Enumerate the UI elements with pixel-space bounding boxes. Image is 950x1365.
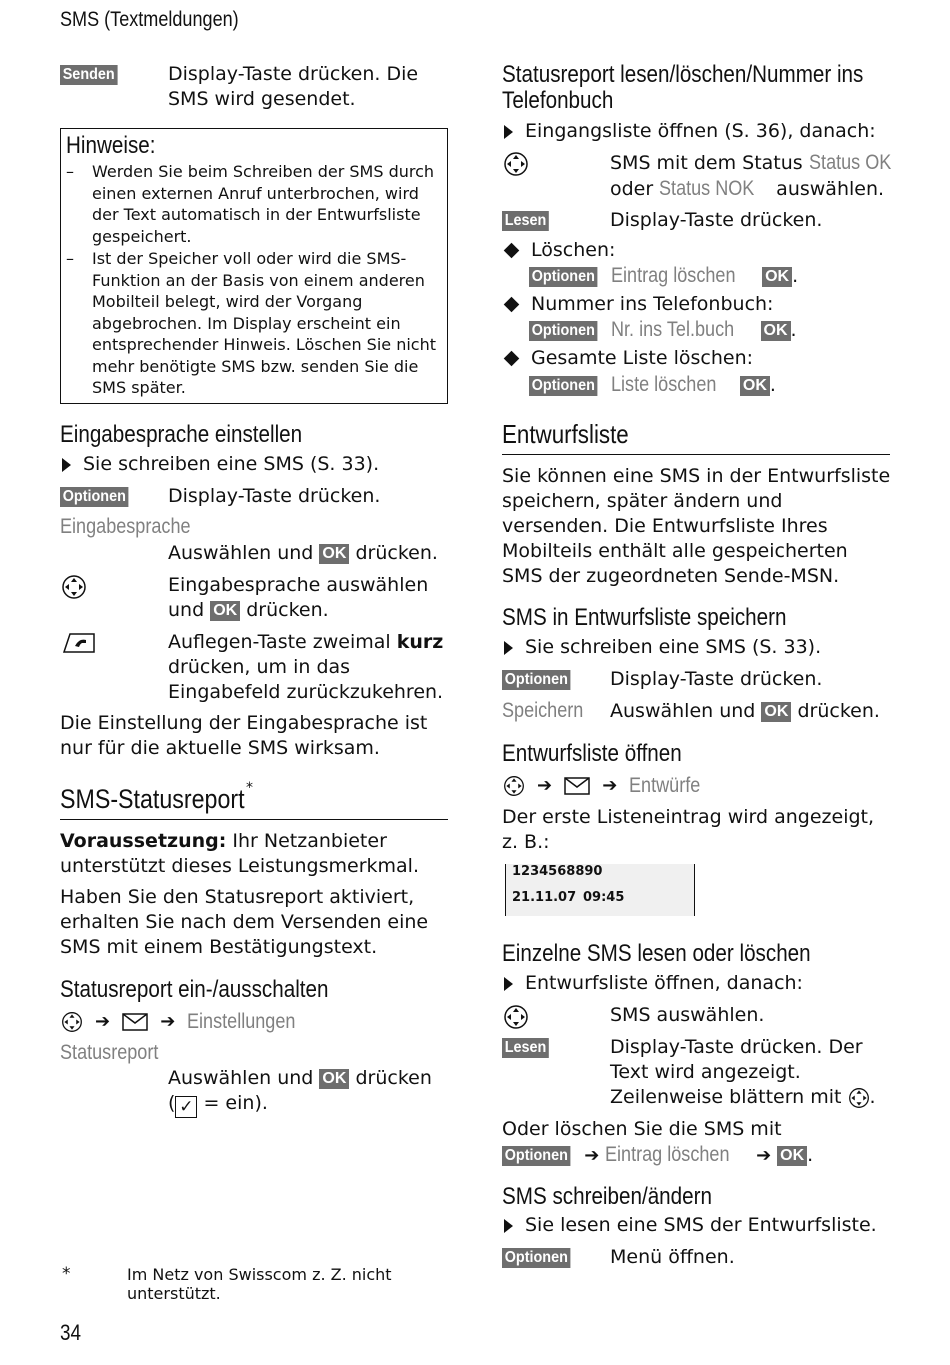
menu-statusreport: Statusreport xyxy=(60,1041,159,1064)
screen-number: 1234568890 xyxy=(512,864,603,879)
screen-date: 21.11.07 xyxy=(512,890,577,905)
step-arrow-icon xyxy=(504,1219,513,1233)
nav-key-icon xyxy=(503,1004,529,1034)
nav-description: Eingabesprache auswählen und OK drücken. xyxy=(168,574,429,621)
heading-statusreport-lesen: Statusreport lesen/löschen/Nummer ins Telefonbuch xyxy=(502,61,864,114)
arrow-right-icon: ➔ xyxy=(756,1145,772,1166)
heading-entwurfsliste: Entwurfsliste xyxy=(502,419,629,449)
envelope-icon xyxy=(122,1013,148,1031)
arrow-right-icon: ➔ xyxy=(95,1011,111,1032)
heading-oeffnen: Entwurfsliste öffnen xyxy=(502,740,682,767)
menu-eingabesprache: Eingabesprache xyxy=(60,515,191,538)
footnote-star: * xyxy=(62,1264,71,1284)
menu-path-entwuerfe: ➔ ➔ Entwürfe xyxy=(503,773,712,798)
nav-key-icon xyxy=(848,1087,870,1109)
menu-path-einstellungen: ➔ ➔ Einstellungen xyxy=(61,1009,313,1034)
entwurf-text: Sie können eine SMS in der Entwurfsliste speichern, später ändern und versenden. Die Entwurfsliste Ihres Mobilteils enthält alle gespeicherten SMS der zugeordneten Sende-MSN. xyxy=(502,465,891,587)
path-nr-tel: Optionen Nr. ins Tel.buch OK . xyxy=(529,317,797,343)
heading-schreiben: SMS schreiben/ändern xyxy=(502,1183,712,1210)
arrow-right-icon: ➔ xyxy=(160,1011,176,1032)
bullet-loeschen: Löschen: xyxy=(503,238,615,263)
footnote-text: Im Netz von Swisscom z. Z. nicht unterstützt. xyxy=(127,1265,392,1303)
ok-key: OK xyxy=(319,544,349,564)
auswaehlen-line: Auswählen und OK drücken. xyxy=(168,542,438,564)
hinweis-item-1: Werden Sie beim Schreiben der SMS durch einen externen Anruf unterbrochen, wird der Text automatisch in der Entwurfsliste gespeichert. xyxy=(92,162,435,246)
step-schreiben: Sie schreiben eine SMS (S. 33). xyxy=(504,635,821,660)
heading-sms-statusreport: SMS-Statusreport xyxy=(60,784,245,814)
display-screen xyxy=(505,864,695,916)
status-select-text: SMS mit dem Status Status OK oder Status NOK auswählen. xyxy=(610,151,892,200)
bullet-gesamte: Gesamte Liste löschen: xyxy=(503,346,753,371)
sms-auswaehlen-text: SMS auswählen. xyxy=(610,1004,765,1026)
optionen-softkey: Optionen xyxy=(502,667,578,692)
path-liste-loeschen: Optionen Liste löschen OK . xyxy=(529,372,776,398)
arrow-right-icon: ➔ xyxy=(602,775,618,796)
footnote-marker: * xyxy=(246,780,253,796)
display-taste-text: Display-Taste drücken. xyxy=(168,485,381,507)
screen-time: 09:45 xyxy=(583,890,625,905)
nav-key-icon xyxy=(503,775,525,797)
step-arrow-icon xyxy=(504,977,513,991)
senden-description: Display-Taste drücken. Die SMS wird gesendet. xyxy=(168,63,419,110)
einstellung-text: Die Einstellung der Eingabesprache ist nur für die aktuelle SMS wirksam. xyxy=(60,712,428,759)
nav-key-icon xyxy=(503,151,529,181)
page-number: 34 xyxy=(60,1320,82,1345)
diamond-bullet-icon xyxy=(504,351,520,367)
hinweis-item-2: Ist der Speicher voll oder wird die SMS-Funktion an der Basis von einem anderen Mobilteil belegt, wird der Vorgang abgebrochen. Im Display erscheint ein entsprechender Hinweis. Löschen Sie nicht mehr benötigte SMS bzw. senden Sie die SMS später. xyxy=(92,249,436,397)
hinweise-box: Hinweise: – Werden Sie beim Schreiben der SMS durch einen externen Anruf unterbrochen, wird der Text automatisch in der Entwurfsliste gespeichert. – Ist der Speicher voll oder wird die SMS-Funktion an der Basis von einem anderen Mobilteil belegt, wird der Vorgang abgebrochen. Im Display erscheint ein entsprechender Hinweis. Löschen Sie nicht mehr benötigte SMS bzw. senden Sie die SMS später. xyxy=(60,128,448,404)
step-eingangsliste: Eingangsliste öffnen (S. 36), danach: xyxy=(504,119,876,144)
hang-up-key-icon xyxy=(62,632,96,658)
haben-text: Haben Sie den Statusreport aktiviert, erhalten Sie nach dem Versenden eine SMS mit einem Bestätigungstext. xyxy=(60,886,429,958)
menue-oeffnen-text: Menü öffnen. xyxy=(610,1246,735,1268)
optionen-softkey: Optionen xyxy=(502,1245,578,1270)
path-eintrag-loeschen: Optionen Eintrag löschen OK . xyxy=(529,263,798,289)
erste-text: Der erste Listeneintrag wird angezeigt, z. B.: xyxy=(502,806,875,853)
lesen-description: Display-Taste drücken. Der Text wird angezeigt. Zeilenweise blättern mit . xyxy=(610,1036,876,1108)
display-taste-text: Display-Taste drücken. xyxy=(610,209,823,231)
step-entwurf: Entwurfsliste öffnen, danach: xyxy=(504,971,803,996)
step-lesen: Sie lesen eine SMS der Entwurfsliste. xyxy=(504,1213,877,1238)
diamond-bullet-icon xyxy=(504,243,520,259)
oder-loeschen-text: Oder löschen Sie die SMS mit xyxy=(502,1118,782,1140)
checkbox-icon: ✓ xyxy=(175,1096,197,1118)
arrow-right-icon: ➔ xyxy=(537,775,553,796)
voraussetzung-text: Voraussetzung: Ihr Netzanbieter unterstützt dieses Leistungsmerkmal. xyxy=(60,830,419,877)
display-taste-text: Display-Taste drücken. xyxy=(610,668,823,690)
nav-key-icon xyxy=(61,1011,83,1033)
heading-rule xyxy=(60,819,448,820)
diamond-bullet-icon xyxy=(504,297,520,313)
speichern-action: Auswählen und OK drücken. xyxy=(610,700,880,722)
page-header: SMS (Textmeldungen) xyxy=(60,8,239,31)
arrow-right-icon: ➔ xyxy=(584,1145,600,1166)
path-eintrag-loeschen-2: Optionen ➔ Eintrag löschen ➔ OK . xyxy=(502,1142,813,1168)
heading-einzelne: Einzelne SMS lesen oder löschen xyxy=(502,940,811,967)
statusreport-action: Auswählen und OK drücken ( ✓ = ein). xyxy=(168,1067,432,1117)
step-arrow-icon xyxy=(504,125,513,139)
hinweise-title: Hinweise: xyxy=(66,132,156,159)
step-arrow-icon xyxy=(504,641,513,655)
senden-softkey: Senden xyxy=(60,62,124,87)
optionen-softkey: Optionen xyxy=(60,484,136,509)
heading-speichern: SMS in Entwurfsliste speichern xyxy=(502,604,787,631)
lesen-softkey: Lesen xyxy=(502,1035,554,1060)
bullet-nummer: Nummer ins Telefonbuch: xyxy=(503,292,773,317)
aufleg-description: Auflegen-Taste zweimal kurz drücken, um in das Eingabefeld zurückzukehren. xyxy=(168,631,444,703)
heading-rule xyxy=(502,454,890,455)
heading-eingabesprache: Eingabesprache einstellen xyxy=(60,421,303,448)
step-arrow-icon xyxy=(62,458,71,472)
envelope-icon xyxy=(564,777,590,795)
menu-speichern: Speichern xyxy=(502,699,584,722)
lesen-softkey: Lesen xyxy=(502,208,554,233)
heading-ein-aus: Statusreport ein-/ausschalten xyxy=(60,976,329,1003)
step-eingabe: Sie schreiben eine SMS (S. 33). xyxy=(62,452,379,477)
nav-key-icon xyxy=(61,574,87,604)
